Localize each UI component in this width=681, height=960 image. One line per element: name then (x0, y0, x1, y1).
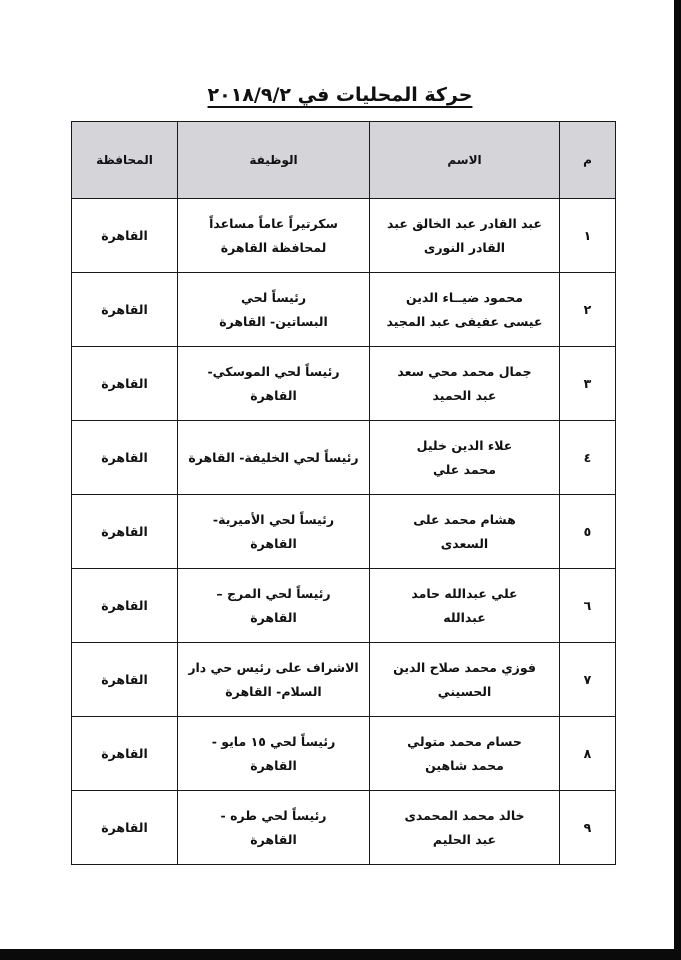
job-cell (178, 495, 370, 569)
job-line: القاهرة (250, 831, 297, 847)
job-cell (178, 791, 370, 865)
row-number: ٩ (560, 791, 616, 865)
job-line: رئيساً لحي (240, 289, 307, 305)
row-number: ١ (560, 199, 616, 273)
job-cell (178, 273, 370, 347)
job-line: لمحافظة القاهرة (220, 239, 327, 255)
governorate-cell: القاهرة (72, 569, 178, 643)
name-line: القادر النورى (423, 239, 506, 255)
row-number: ٤ (560, 421, 616, 495)
name-line: خالد محمد المحمدى (404, 807, 525, 823)
table-row (72, 791, 616, 865)
name-cell (370, 421, 560, 495)
governorate-cell: القاهرة (72, 421, 178, 495)
row-number: ٨ (560, 717, 616, 791)
page-title: حركة المحليات في ٢٠١٨/٩/٢ (207, 84, 473, 106)
governorate-cell: القاهرة (72, 273, 178, 347)
row-number: ٥ (560, 495, 616, 569)
governorate-cell: القاهرة (72, 199, 178, 273)
name-cell (370, 495, 560, 569)
job-line: رئيساً لحي الخليفة- القاهرة (188, 449, 359, 465)
table-row (72, 199, 616, 273)
name-cell (370, 273, 560, 347)
governorate-cell: القاهرة (72, 495, 178, 569)
name-cell (370, 347, 560, 421)
name-line: جمال محمد محي سعد (397, 363, 532, 379)
table-header-row (72, 122, 616, 199)
governorate-cell: القاهرة (72, 717, 178, 791)
job-line: رئيساً لحي المرج – (216, 585, 331, 601)
job-line: القاهرة (250, 535, 297, 551)
table-row (72, 643, 616, 717)
header-name: الاسم (370, 122, 560, 199)
table-row (72, 273, 616, 347)
row-number: ٣ (560, 347, 616, 421)
job-cell (178, 347, 370, 421)
job-cell (178, 643, 370, 717)
job-cell (178, 199, 370, 273)
job-line: رئيساً لحي الموسكي- القاهرة (207, 363, 340, 403)
job-line: القاهرة (250, 609, 297, 625)
job-line: الاشراف على رئيس حي دار (188, 659, 359, 675)
name-line: عبد الحميد (432, 387, 497, 403)
name-cell (370, 791, 560, 865)
name-line: الحسيني (437, 683, 492, 699)
governorate-cell: القاهرة (72, 791, 178, 865)
name-line: هشام محمد على (413, 511, 516, 527)
name-line: عبدالله (443, 609, 486, 625)
header-job: الوظيفة (178, 122, 370, 199)
name-cell (370, 717, 560, 791)
name-line: محمد علي (433, 461, 496, 477)
governorate-cell: القاهرة (72, 347, 178, 421)
table-row (72, 347, 616, 421)
job-line: رئيساً لحي ١٥ مايو - (211, 733, 336, 749)
job-line: رئيساً لحي الأميرية- (212, 511, 335, 527)
job-cell (178, 569, 370, 643)
name-line: السعدى (440, 535, 489, 551)
name-cell (370, 569, 560, 643)
name-line: عبد القادر عبد الخالق عبد (387, 215, 542, 231)
job-line: رئيساً لحي طره - (220, 807, 327, 823)
name-line: عيسى عفيفى عبد المجيد (386, 313, 543, 329)
name-line: علي عبدالله حامد (411, 585, 518, 601)
row-number: ٢ (560, 273, 616, 347)
row-number: ٦ (560, 569, 616, 643)
row-number: ٧ (560, 643, 616, 717)
name-line: محمود ضيــاء الدين (405, 289, 524, 305)
table-row (72, 495, 616, 569)
name-line: عبد الحليم (432, 831, 497, 847)
name-line: علاء الدين خليل (416, 437, 513, 453)
job-cell (178, 717, 370, 791)
job-line: البساتين- القاهرة (219, 313, 328, 329)
header-num: م (560, 122, 616, 199)
table-row (72, 421, 616, 495)
header-gov: المحافظة (72, 122, 178, 199)
name-line: فوزي محمد صلاح الدين (393, 659, 536, 675)
governorate-cell: القاهرة (72, 643, 178, 717)
table-row (72, 717, 616, 791)
job-line: القاهرة (250, 757, 297, 773)
name-cell (370, 643, 560, 717)
name-line: محمد شاهين (425, 757, 504, 773)
job-cell (178, 421, 370, 495)
job-line: السلام- القاهرة (225, 683, 322, 699)
appointments-table (71, 121, 616, 865)
name-line: حسام محمد متولي (407, 733, 522, 749)
table-row (72, 569, 616, 643)
job-line: سكرتيراً عاماً مساعداً (209, 215, 338, 231)
name-cell (370, 199, 560, 273)
